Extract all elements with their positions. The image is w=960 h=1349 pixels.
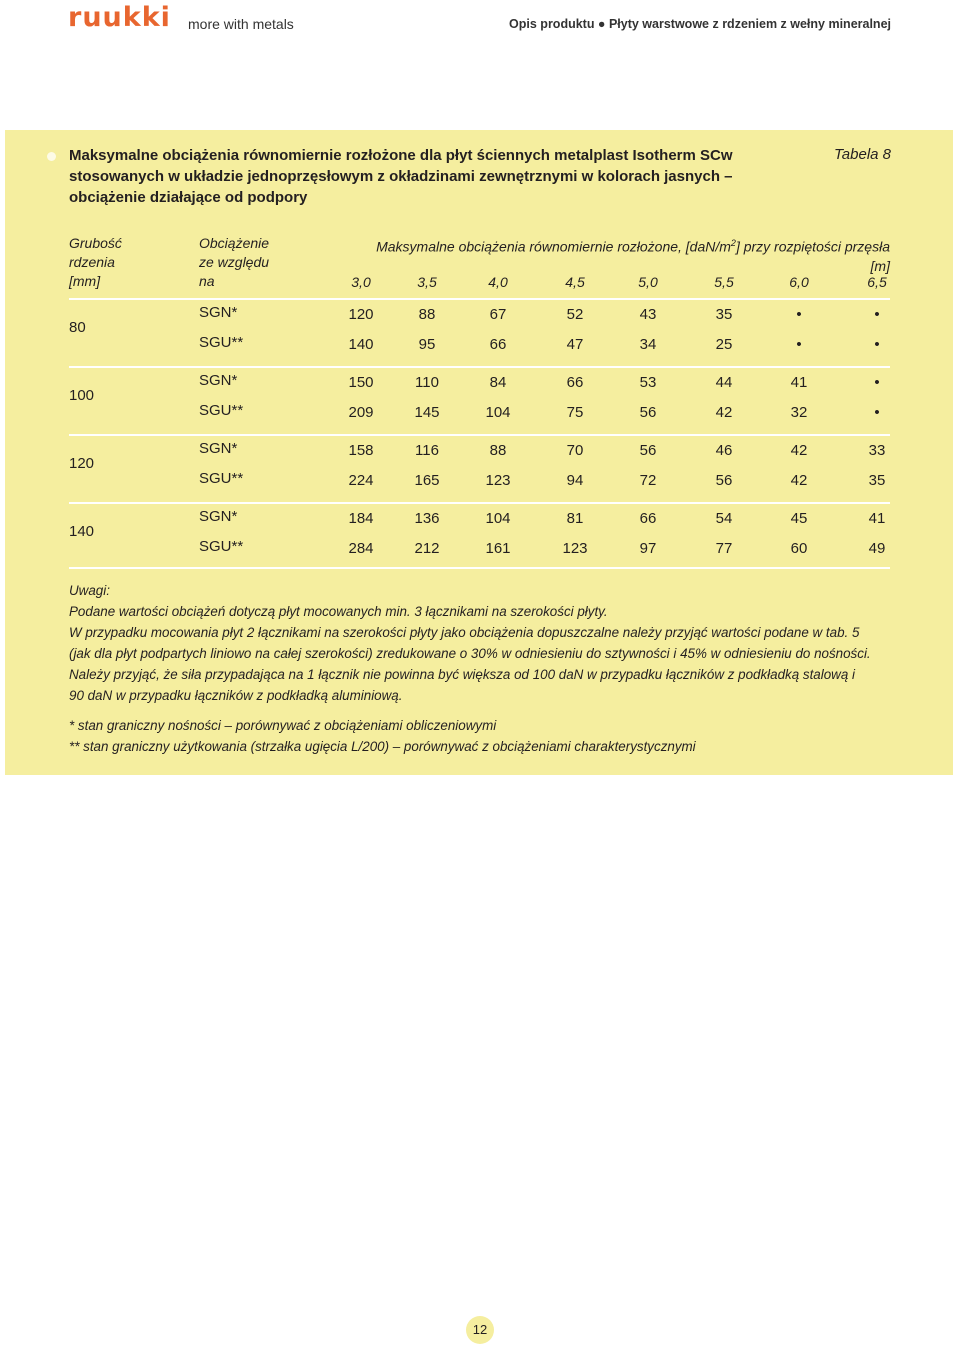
value-cell: 104 <box>485 404 511 421</box>
value-cell: 66 <box>566 374 584 391</box>
value-cell: 53 <box>639 374 657 391</box>
value-cell: 25 <box>715 336 733 353</box>
thickness-header-line: [mm] <box>69 273 101 289</box>
note-line: 90 daN w przypadku łączników z podkładką aluminiową. <box>69 688 403 703</box>
span-header: 5,0 <box>638 274 658 290</box>
value-cell: 158 <box>348 442 374 459</box>
value-cell: • <box>874 404 880 421</box>
value-cell: 150 <box>348 374 374 391</box>
tagline: more with metals <box>188 16 294 32</box>
value-cell: 94 <box>566 472 584 489</box>
value-cell: 34 <box>639 336 657 353</box>
load-type-header-line: na <box>199 273 215 289</box>
row-separator <box>69 366 890 368</box>
span-group-header <box>354 234 890 276</box>
value-cell: 54 <box>715 510 733 527</box>
value-cell: 84 <box>489 374 507 391</box>
note-line: Należy przyjąć, że siła przypadająca na 1 łącznik nie powinna być większa od 100 daN w przypadku łączników z podkładką stalową i <box>69 667 855 682</box>
value-cell: 46 <box>715 442 733 459</box>
value-cell: 43 <box>639 306 657 323</box>
value-cell: 66 <box>639 510 657 527</box>
value-cell: 72 <box>639 472 657 489</box>
value-cell: • <box>796 306 802 323</box>
value-cell: • <box>874 306 880 323</box>
thickness-cell: 140 <box>69 523 95 540</box>
value-cell: • <box>796 336 802 353</box>
span-group-header-text: Maksymalne obciążenia równomiernie rozłożone, [daN/m <box>376 238 731 255</box>
value-cell: 224 <box>348 472 374 489</box>
value-cell: 35 <box>715 306 733 323</box>
load-type-cell: SGU** <box>199 402 244 419</box>
value-cell: 42 <box>790 442 808 459</box>
value-cell: 136 <box>414 510 440 527</box>
legend-line: ** stan graniczny użytkowania (strzałka ugięcia L/200) – porównywać z obciążeniami charakterystycznymi <box>69 739 696 754</box>
load-type-cell: SGN* <box>199 508 238 525</box>
row-separator <box>69 502 890 504</box>
value-cell: 49 <box>868 540 886 557</box>
load-type-cell: SGU** <box>199 538 244 555</box>
thickness-cell: 80 <box>69 319 86 336</box>
note-line: (jak dla płyt podpartych liniowo na całej szerokości) zredukowane o 30% w odniesieniu do sztywności i 45% w odniesieniu do nośności. <box>69 646 871 661</box>
thickness-header <box>69 234 122 291</box>
value-cell: 123 <box>562 540 588 557</box>
row-separator <box>69 567 890 569</box>
ruukki-logo: ruukki <box>68 2 171 33</box>
value-cell: 45 <box>790 510 808 527</box>
value-cell: 77 <box>715 540 733 557</box>
document-title: Opis produktu ● Płyty warstwowe z rdzeniem z wełny mineralnej <box>509 17 891 31</box>
value-cell: 212 <box>414 540 440 557</box>
span-header: 5,5 <box>714 274 734 290</box>
value-cell: 33 <box>868 442 886 459</box>
note-line: W przypadku mocowania płyt 2 łącznikami na szerokości płyty jako obciążenia dopuszczalne należy przyjąć wartości podane w tab. 5 <box>69 625 860 640</box>
value-cell: • <box>874 336 880 353</box>
notes-heading: Uwagi: <box>69 583 110 598</box>
span-header: 3,0 <box>351 274 371 290</box>
value-cell: 120 <box>348 306 374 323</box>
value-cell: 66 <box>489 336 507 353</box>
value-cell: 47 <box>566 336 584 353</box>
page-header <box>0 0 960 50</box>
span-header: 6,0 <box>789 274 809 290</box>
legend <box>69 715 696 757</box>
load-type-cell: SGN* <box>199 372 238 389</box>
load-type-header-line: Obciążenie <box>199 235 270 251</box>
value-cell: 104 <box>485 510 511 527</box>
value-cell: 70 <box>566 442 584 459</box>
table-number: Tabela 8 <box>834 146 891 163</box>
span-header: 6,5 <box>867 274 887 290</box>
value-cell: 145 <box>414 404 440 421</box>
page-number: 12 <box>466 1316 494 1344</box>
value-cell: 41 <box>790 374 808 391</box>
load-type-cell: SGN* <box>199 304 238 321</box>
load-type-header-line: ze względu <box>199 254 270 270</box>
value-cell: 97 <box>639 540 657 557</box>
span-group-header-tail: ] przy rozpiętości przęsła [m] <box>735 238 890 274</box>
value-cell: 42 <box>715 404 733 421</box>
value-cell: 35 <box>868 472 886 489</box>
note-line: Podane wartości obciążeń dotyczą płyt mocowanych min. 3 łącznikami na szerokości płyty. <box>69 604 608 619</box>
value-cell: • <box>874 374 880 391</box>
value-cell: 42 <box>790 472 808 489</box>
span-group-header-sup: 2 <box>730 238 736 248</box>
value-cell: 88 <box>489 442 507 459</box>
value-cell: 95 <box>418 336 436 353</box>
notes <box>69 580 899 706</box>
legend-line: * stan graniczny nośności – porównywać z obciążeniami obliczeniowymi <box>69 718 497 733</box>
value-cell: 75 <box>566 404 584 421</box>
value-cell: 56 <box>639 442 657 459</box>
value-cell: 52 <box>566 306 584 323</box>
value-cell: 67 <box>489 306 507 323</box>
load-type-cell: SGN* <box>199 440 238 457</box>
value-cell: 41 <box>868 510 886 527</box>
value-cell: 165 <box>414 472 440 489</box>
table-title: Maksymalne obciążenia równomiernie rozłożone dla płyt ściennych metalplast Isotherm SCw stosowanych w układzie jednoprzęsłowym z okładzinami zewnętrznymi w kolorach jasnych – obciążenie działające od podpory <box>69 147 733 206</box>
load-type-cell: SGU** <box>199 470 244 487</box>
span-header: 4,0 <box>488 274 508 290</box>
row-separator <box>69 434 890 436</box>
value-cell: 140 <box>348 336 374 353</box>
value-cell: 88 <box>418 306 436 323</box>
row-separator <box>69 298 890 300</box>
value-cell: 60 <box>790 540 808 557</box>
value-cell: 56 <box>715 472 733 489</box>
value-cell: 44 <box>715 374 733 391</box>
thickness-cell: 100 <box>69 387 95 404</box>
thickness-header-line: rdzenia <box>69 254 115 270</box>
value-cell: 184 <box>348 510 374 527</box>
load-type-cell: SGU** <box>199 334 244 351</box>
span-header: 4,5 <box>565 274 585 290</box>
value-cell: 123 <box>485 472 511 489</box>
bullet-icon <box>47 152 56 161</box>
thickness-header-line: Grubość <box>69 235 122 251</box>
thickness-cell: 120 <box>69 455 95 472</box>
value-cell: 110 <box>415 374 439 391</box>
load-type-header <box>199 234 269 291</box>
value-cell: 161 <box>485 540 511 557</box>
value-cell: 284 <box>348 540 374 557</box>
value-cell: 81 <box>566 510 584 527</box>
value-cell: 32 <box>790 404 808 421</box>
value-cell: 56 <box>639 404 657 421</box>
value-cell: 209 <box>348 404 374 421</box>
value-cell: 116 <box>415 442 439 459</box>
span-header: 3,5 <box>417 274 437 290</box>
